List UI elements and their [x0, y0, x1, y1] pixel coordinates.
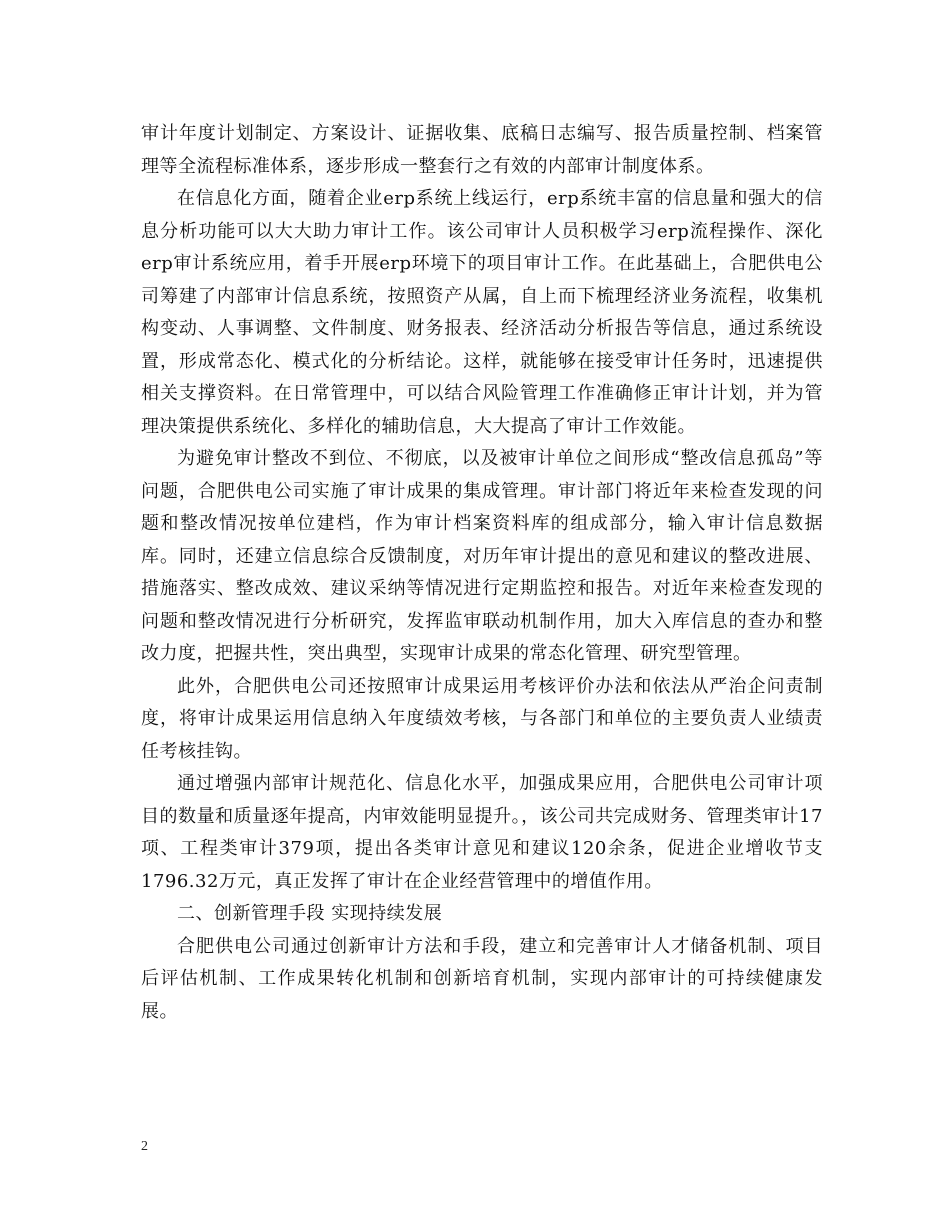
section-heading: 二、创新管理手段 实现持续发展: [177, 903, 443, 924]
paragraph-6: 合肥供电公司通过创新审计方法和手段，建立和完善审计人才储备机制、项目后评估机制、工作成果转化机制和创新培育机制，实现内部审计的可持续健康发展。: [141, 935, 823, 1022]
paragraph-4: 此外，合肥供电公司还按照审计成果运用考核评价办法和依法从严治企问责制度，将审计成果运用信息纳入年度绩效考核，与各部门和单位的主要负责人业绩责任考核挂钩。: [141, 675, 823, 762]
paragraph-2: 在信息化方面，随着企业erp系统上线运行，erp系统丰富的信息量和强大的信息分析功能可以大大助力审计工作。该公司审计人员积极学习erp流程操作、深化erp审计系统应用，着手开展erp环境下的项目审计工作。在此基础上，合肥供电公司筹建了内部审计信息系统，按照资产从属，自上而下梳理经济业务流程，收集机构变动、人事调整、文件制度、财务报表、经济活动分析报告等信息，通过系统设置，形成常态化、模式化的分析结论。这样，就能够在接受审计任务时，迅速提供相关支撑资料。在日常管理中，可以结合风险管理工作准确修正审计计划，并为管理决策提供系统化、多样化的辅助信息，大大提高了审计工作效能。: [141, 188, 823, 437]
paragraph-1: 审计年度计划制定、方案设计、证据收集、底稿日志编写、报告质量控制、档案管理等全流程标准体系，逐步形成一整套行之有效的内部审计制度体系。: [141, 123, 823, 177]
paragraph-5: 通过增强内部审计规范化、信息化水平，加强成果应用，合肥供电公司审计项目的数量和质量逐年提高，内审效能明显提升。，该公司共完成财务、管理类审计17项、工程类审计379项，提出各类审计意见和建议120余条，促进企业增收节支1796.32万元，真正发挥了审计在企业经营管理中的增值作用。: [141, 773, 823, 892]
document-body: [141, 118, 823, 1028]
paragraph-3: 为避免审计整改不到位、不彻底，以及被审计单位之间形成“整改信息孤岛”等问题，合肥供电公司实施了审计成果的集成管理。审计部门将近年来检查发现的问题和整改情况按单位建档，作为审计档案资料库的组成部分，输入审计信息数据库。同时，还建立信息综合反馈制度，对历年审计提出的意见和建议的整改进展、措施落实、整改成效、建议采纳等情况进行定期监控和报告。对近年来检查发现的问题和整改情况进行分析研究，发挥监审联动机制作用，加大入库信息的查办和整改力度，把握共性，突出典型，实现审计成果的常态化管理、研究型管理。: [141, 448, 823, 664]
page-number: 2: [141, 1139, 148, 1154]
